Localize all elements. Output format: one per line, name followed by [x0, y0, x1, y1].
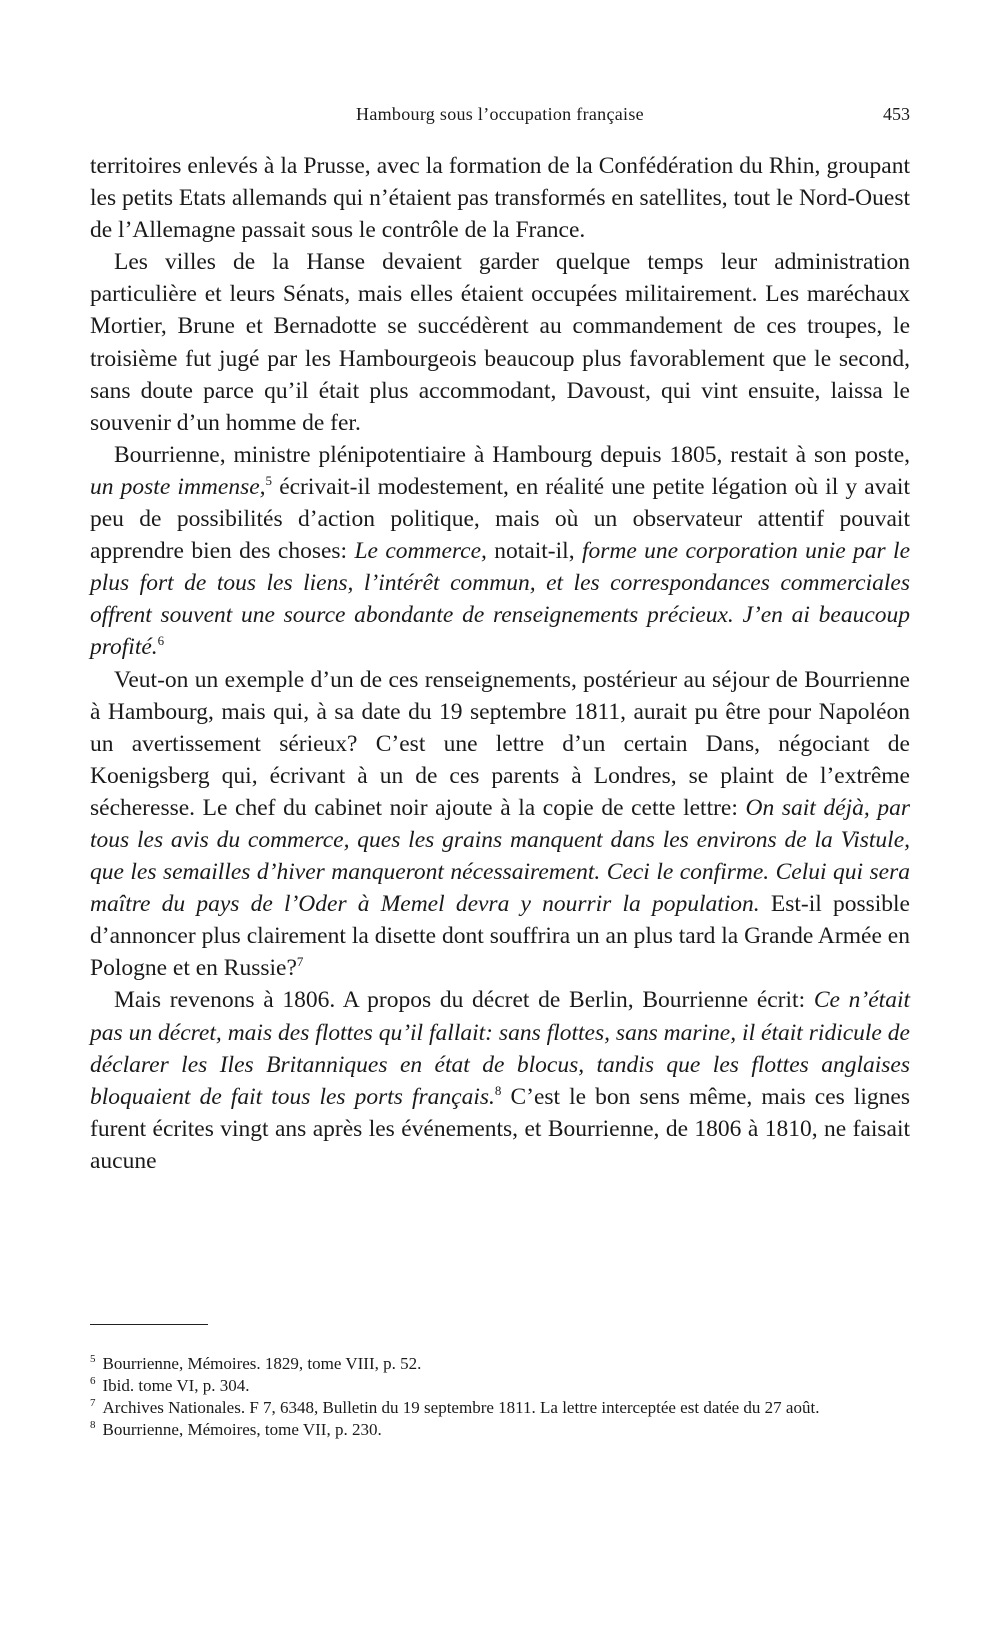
footnote-ref: 6: [157, 633, 165, 649]
text-run: Veut-on un exemple d’un de ces renseignements, postérieur au séjour de Bourrienne à Hambourg, mais qui, à sa date du 19 septembre 1811, aurait pu être pour Napoléon un avertissement sérieux? C’est une lettre d’un certain Dans, négociant de Koenigsberg qui, écrivant à un de ces parents à Londres, se plaint de l’extrême sécheresse. Le chef du cabinet noir ajoute à la copie de cette lettre:: [90, 666, 910, 821]
footnote: [90, 1397, 910, 1419]
italic-quote: Ce n’était pas un décret, mais des flottes qu’il fallait: sans flottes, sans marine, il était ridicule de déclarer les Iles Britanniques en état de blocus, tandis que les flottes anglaises bloquaient de fait tous les ports français.: [90, 987, 910, 1110]
footnote-ref: 5: [265, 473, 273, 489]
footnote: [90, 1419, 910, 1441]
footnote-text: Bourrienne, Mémoires, tome VII, p. 230.: [102, 1420, 382, 1439]
text-run: C’est le bon sens même, mais ces lignes furent écrites vingt ans après les événements, et Bourrienne, de 1806 à 1810, ne faisait aucune: [90, 1083, 910, 1174]
footnote-separator: [90, 1324, 208, 1325]
paragraph: [90, 984, 910, 1177]
paragraph: [90, 439, 910, 664]
body-text: [90, 150, 910, 1177]
footnote-number: 7: [90, 1397, 96, 1410]
running-title: Hambourg sous l’occupation française: [356, 104, 644, 124]
text-run: écrivait-il modestement, en réalité une petite légation où il y avait peu de possibilités d’action politique, mais où un observateur attentif pouvait apprendre bien des choses:: [90, 473, 910, 565]
italic-quote: Le commerce,: [354, 538, 487, 565]
text-run: notait-il,: [486, 538, 582, 565]
italic-quote: On sait déjà, par tous les avis du commerce, ques les grains manquent dans les environs de la Vistule, que les semailles d’hiver manqueront nécessairement. Ceci le confirme. Celui qui sera maître du pays de l’Oder à Memel devra y nourrir la population.: [90, 794, 910, 918]
text-run: Les villes de la Hanse devaient garder quelque temps leur administration particulière et leurs Sénats, mais elles étaient occupées militairement. Les maréchaux Mortier, Brune et Bernadotte se succédèrent au commandement de ces troupes, le troisième fut jugé par les Hambourgeois beaucoup plus favorablement que le second, sans doute parce qu’il était plus accommodant, Davoust, qui vint ensuite, laissa le souvenir d’un homme de fer.: [90, 249, 910, 436]
footnote-number: 8: [90, 1419, 96, 1432]
text-run: Est-il possible d’annoncer plus clairement la disette dont souffrira un an plus tard la Grande Armée en Pologne et en Russie?: [90, 891, 910, 982]
footnote-text: Ibid. tome VI, p. 304.: [102, 1376, 250, 1395]
footnote-number: 5: [90, 1353, 96, 1366]
footnote-ref: 8: [494, 1082, 502, 1098]
page-number: 453: [883, 104, 910, 124]
text-run: Bourrienne, ministre plénipotentiaire à Hambourg depuis 1805, restait à son poste,: [114, 441, 910, 468]
page-header: [90, 104, 910, 134]
paragraph: [90, 150, 910, 246]
text-run: Mais revenons à 1806. A propos du décret de Berlin, Bourrienne écrit:: [114, 987, 814, 1014]
footnote: [90, 1375, 910, 1397]
italic-quote: un poste immense,: [90, 473, 266, 500]
footnote: [90, 1353, 910, 1375]
paragraph: [90, 246, 910, 439]
footnotes: [90, 1353, 910, 1441]
footnote-number: 6: [90, 1375, 96, 1388]
footnote-text: Bourrienne, Mémoires. 1829, tome VIII, p. 52.: [102, 1354, 422, 1373]
italic-quote: forme une corporation unie par le plus fort de tous les liens, l’intérêt commun, et les correspondances commerciales offrent souvent une source abondante de renseignements précieux. J’en ai beaucoup profité.: [90, 538, 910, 661]
footnote-text: Archives Nationales. F 7, 6348, Bulletin du 19 septembre 1811. La lettre interceptée est datée du 27 août.: [102, 1398, 820, 1417]
footnote-ref: 7: [296, 954, 304, 970]
paragraph: [90, 664, 910, 985]
text-run: territoires enlevés à la Prusse, avec la formation de la Confédération du Rhin, groupant les petits Etats allemands qui n’étaient pas transformés en satellites, tout le Nord-Ouest de l’Allemagne passait sous le contrôle de la France.: [90, 153, 910, 244]
